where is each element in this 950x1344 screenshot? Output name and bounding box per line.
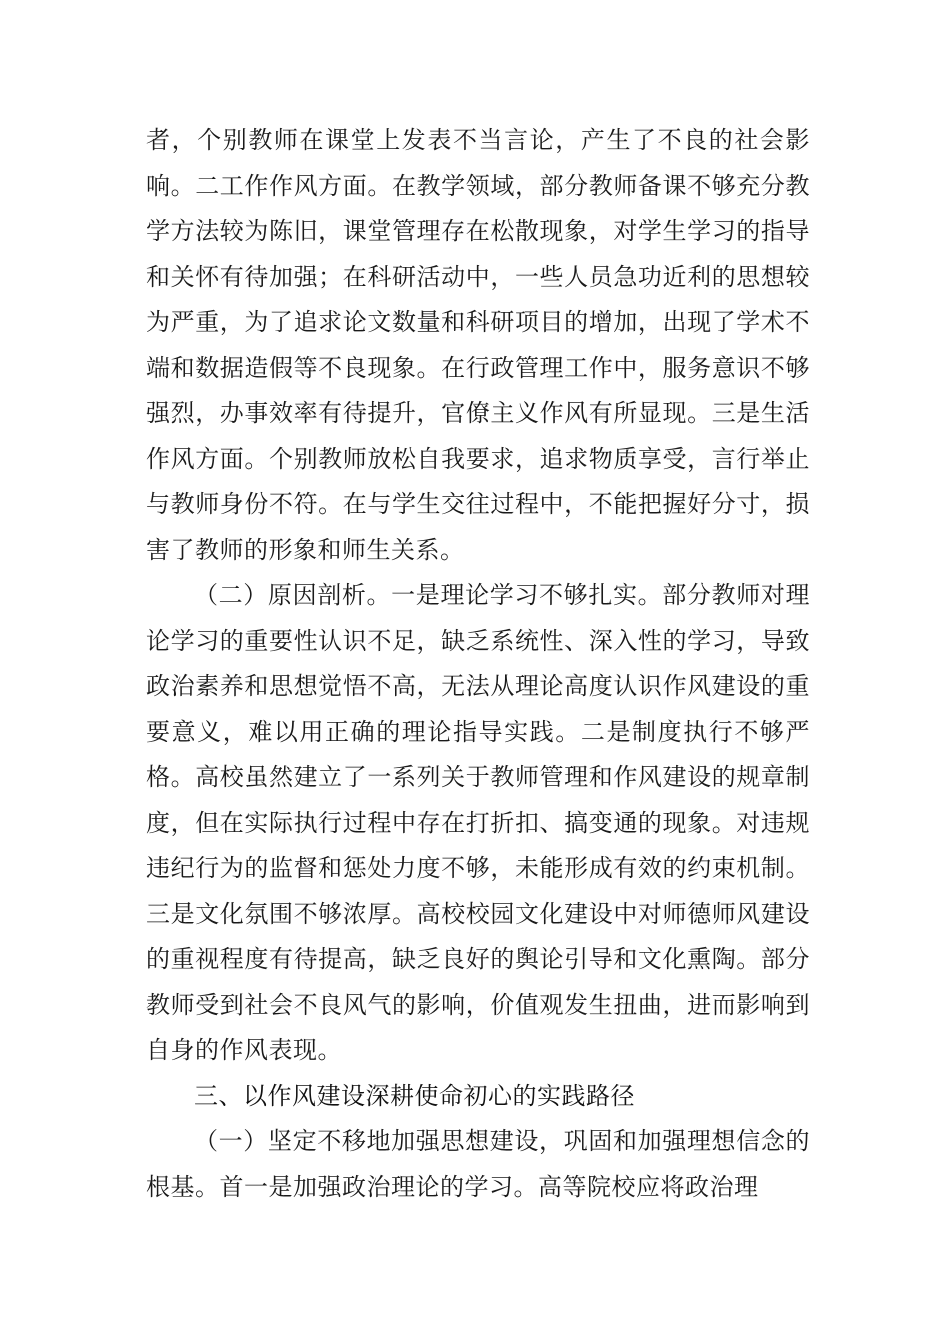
paragraph-work-style-issues: 者，个别教师在课堂上发表不当言论，产生了不良的社会影响。二工作作风方面。在教学领域，部分教师备课不够充分教学方法较为陈旧，课堂管理存在松散现象，对学生学习的指导和关怀有待加强；在科研活动中，一些人员急功近利的思想较为严重，为了追求论文数量和科研项目的增加，出现了学术不端和数据造假等不良现象。在行政管理工作中，服务意识不够强烈，办事效率有待提升，官僚主义作风有所显现。三是生活作风方面。个别教师放松自我要求，追求物质享受，言行举止与教师身份不符。在与学生交往过程中，不能把握好分寸，损害了教师的形象和师生关系。 bbox=[146, 126, 810, 564]
paragraph-cause-analysis: （二）原因剖析。一是理论学习不够扎实。部分教师对理论学习的重要性认识不足，缺乏系统性、深入性的学习，导致政治素养和思想觉悟不高，无法从理论高度认识作风建设的重要意义，难以用正确的理论指导实践。二是制度执行不够严格。高校虽然建立了一系列关于教师管理和作风建设的规章制度，但在实际执行过程中存在打折扣、搞变通的现象。对违规违纪行为的监督和惩处力度不够，未能形成有效的约束机制。三是文化氛围不够浓厚。高校校园文化建设中对师德师风建设的重视程度有待提高，缺乏良好的舆论引导和文化熏陶。部分教师受到社会不良风气的影响，价值观发生扭曲，进而影响到自身的作风表现。 bbox=[146, 581, 810, 1064]
section-heading-practice-path: 三、以作风建设深耕使命初心的实践路径 bbox=[194, 1081, 635, 1110]
paragraph-ideological-building: （一）坚定不移地加强思想建设，巩固和加强理想信念的根基。首一是加强政治理论的学习。高等院校应将政治理 bbox=[146, 1127, 810, 1201]
document-body bbox=[146, 118, 810, 1210]
